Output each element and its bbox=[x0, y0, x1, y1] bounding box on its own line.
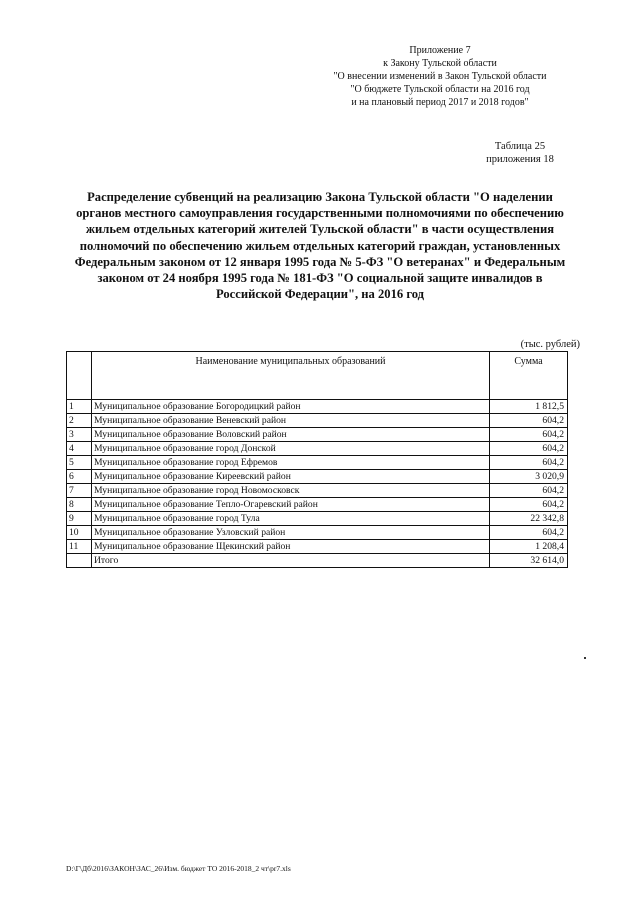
row-number: 3 bbox=[67, 428, 92, 442]
row-name: Муниципальное образование город Донской bbox=[92, 442, 490, 456]
row-name: Муниципальное образование Богородицкий район bbox=[92, 400, 490, 414]
row-number: 6 bbox=[67, 470, 92, 484]
table-row bbox=[67, 428, 568, 442]
row-name: Муниципальное образование Веневский район bbox=[92, 414, 490, 428]
table-row bbox=[67, 498, 568, 512]
row-sum: 3 020,9 bbox=[490, 470, 568, 484]
row-name: Муниципальное образование город Тула bbox=[92, 512, 490, 526]
row-sum: 604,2 bbox=[490, 442, 568, 456]
header-number-cell bbox=[67, 352, 92, 400]
table-total-row bbox=[67, 554, 568, 568]
row-name: Муниципальное образование Узловский район bbox=[92, 526, 490, 540]
row-sum: 1 812,5 bbox=[490, 400, 568, 414]
annex-line: "О внесении изменений в Закон Тульской области bbox=[333, 71, 547, 82]
row-name: Муниципальное образование Щекинский район bbox=[92, 540, 490, 554]
title-line: жильем отдельных категорий жителей Тульской области" в части осуществления bbox=[85, 222, 555, 237]
table-row bbox=[67, 540, 568, 554]
table-row bbox=[67, 400, 568, 414]
row-sum: 604,2 bbox=[490, 428, 568, 442]
title-line: полномочий по обеспечению жильем отдельных категорий граждан, установленных bbox=[79, 238, 561, 253]
table-row bbox=[67, 526, 568, 540]
row-sum: 604,2 bbox=[490, 484, 568, 498]
row-name: Муниципальное образование город Новомосковск bbox=[92, 484, 490, 498]
table-ref-line: Таблица 25 bbox=[494, 141, 546, 152]
total-sum: 32 614,0 bbox=[490, 554, 568, 568]
title-line: органов местного самоуправления государственными полномочиями по обеспечению bbox=[76, 206, 564, 221]
row-number: 10 bbox=[67, 526, 92, 540]
row-number: 5 bbox=[67, 456, 92, 470]
row-sum: 604,2 bbox=[490, 526, 568, 540]
annex-line: и на плановый период 2017 и 2018 годов" bbox=[351, 97, 529, 108]
table-row bbox=[67, 484, 568, 498]
table-ref-line: приложения 18 bbox=[486, 154, 554, 165]
table-row bbox=[67, 456, 568, 470]
row-number: 8 bbox=[67, 498, 92, 512]
title-line: законом от 24 ноября 1995 года № 181-ФЗ "О социальной защите инвалидов в bbox=[97, 271, 543, 286]
distribution-table bbox=[66, 351, 568, 568]
row-name: Муниципальное образование Киреевский район bbox=[92, 470, 490, 484]
table-row bbox=[67, 512, 568, 526]
row-sum: 22 342,8 bbox=[490, 512, 568, 526]
file-path-footer: D:\Г\Дб\2016\ЗАКОН\ЗАС_26\Изм. бюджет ТО 2016-2018_2 чт\pr7.xls bbox=[66, 864, 291, 873]
annex-line: к Закону Тульской области bbox=[383, 58, 497, 69]
table-row bbox=[67, 442, 568, 456]
row-sum: 604,2 bbox=[490, 498, 568, 512]
annex-line: Приложение 7 bbox=[409, 45, 471, 56]
total-number-cell bbox=[67, 554, 92, 568]
document-title bbox=[52, 189, 588, 302]
unit-label: (тыс. рублей) bbox=[520, 339, 580, 350]
row-sum: 604,2 bbox=[490, 414, 568, 428]
table-row bbox=[67, 470, 568, 484]
title-line: Федеральным законом от 12 января 1995 года № 5-ФЗ "О ветеранах" и Федеральным bbox=[74, 254, 566, 269]
annex-reference bbox=[300, 44, 580, 109]
header-sum-cell: Сумма bbox=[490, 352, 568, 400]
row-sum: 1 208,4 bbox=[490, 540, 568, 554]
table-header-row bbox=[67, 352, 568, 400]
total-label: Итого bbox=[92, 554, 490, 568]
table-reference bbox=[440, 140, 600, 166]
row-name: Муниципальное образование Воловский район bbox=[92, 428, 490, 442]
row-sum: 604,2 bbox=[490, 456, 568, 470]
row-number: 4 bbox=[67, 442, 92, 456]
row-number: 7 bbox=[67, 484, 92, 498]
annex-line: "О бюджете Тульской области на 2016 год bbox=[350, 84, 530, 95]
row-number: 11 bbox=[67, 540, 92, 554]
header-name-cell: Наименование муниципальных образований bbox=[92, 352, 490, 400]
table-row bbox=[67, 414, 568, 428]
row-name: Муниципальное образование Тепло-Огаревский район bbox=[92, 498, 490, 512]
scan-speck bbox=[584, 657, 586, 659]
row-number: 2 bbox=[67, 414, 92, 428]
title-line: Распределение субвенций на реализацию Закона Тульской области "О наделении bbox=[87, 190, 553, 204]
row-name: Муниципальное образование город Ефремов bbox=[92, 456, 490, 470]
row-number: 1 bbox=[67, 400, 92, 414]
row-number: 9 bbox=[67, 512, 92, 526]
title-line: Российской Федерации", на 2016 год bbox=[215, 287, 425, 302]
